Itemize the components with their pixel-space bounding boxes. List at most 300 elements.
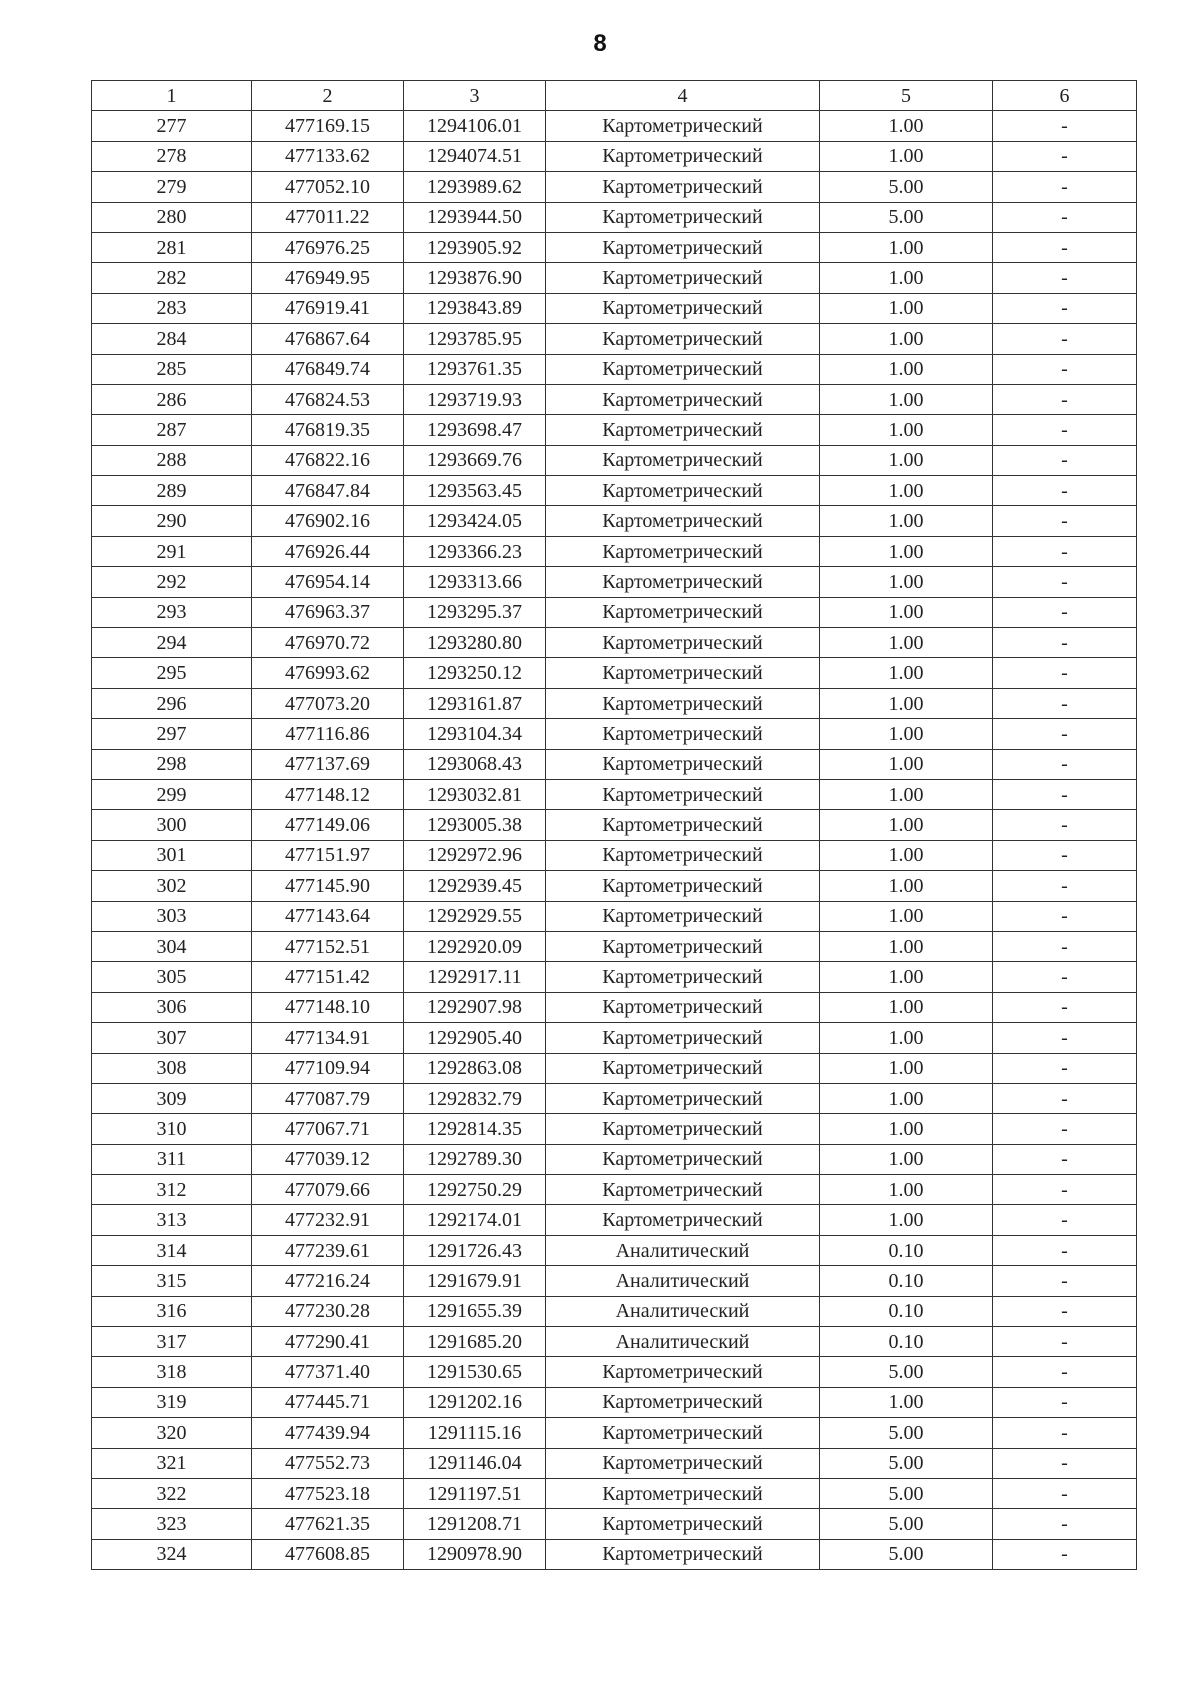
accuracy-cell: 1.00 [820, 1023, 993, 1053]
note-cell: - [993, 871, 1137, 901]
point-number-cell: 315 [92, 1266, 252, 1296]
y-coordinate-cell: 1292174.01 [404, 1205, 546, 1235]
table-row [92, 567, 1137, 597]
table-body [92, 111, 1137, 1570]
accuracy-cell: 1.00 [820, 688, 993, 718]
y-coordinate-cell: 1293280.80 [404, 628, 546, 658]
method-cell: Картометрический [546, 962, 820, 992]
note-cell: - [993, 810, 1137, 840]
accuracy-cell: 1.00 [820, 810, 993, 840]
table-row [92, 1418, 1137, 1448]
method-cell: Картометрический [546, 931, 820, 961]
accuracy-cell: 0.10 [820, 1327, 993, 1357]
note-cell: - [993, 293, 1137, 323]
y-coordinate-cell: 1293005.38 [404, 810, 546, 840]
table-row [92, 1296, 1137, 1326]
accuracy-cell: 1.00 [820, 536, 993, 566]
y-coordinate-cell: 1293785.95 [404, 324, 546, 354]
method-cell: Картометрический [546, 1023, 820, 1053]
x-coordinate-cell: 477608.85 [252, 1539, 404, 1569]
table-row [92, 1478, 1137, 1508]
table-row [92, 810, 1137, 840]
point-number-cell: 279 [92, 172, 252, 202]
accuracy-cell: 1.00 [820, 597, 993, 627]
point-number-cell: 297 [92, 719, 252, 749]
y-coordinate-cell: 1291726.43 [404, 1235, 546, 1265]
table-row [92, 658, 1137, 688]
note-cell: - [993, 901, 1137, 931]
note-cell: - [993, 1235, 1137, 1265]
point-number-cell: 288 [92, 445, 252, 475]
note-cell: - [993, 172, 1137, 202]
note-cell: - [993, 445, 1137, 475]
note-cell: - [993, 476, 1137, 506]
note-cell: - [993, 232, 1137, 262]
accuracy-cell: 5.00 [820, 202, 993, 232]
table-row [92, 1387, 1137, 1417]
note-cell: - [993, 1357, 1137, 1387]
accuracy-cell: 1.00 [820, 232, 993, 262]
x-coordinate-cell: 476970.72 [252, 628, 404, 658]
point-number-cell: 291 [92, 536, 252, 566]
x-coordinate-cell: 477149.06 [252, 810, 404, 840]
y-coordinate-cell: 1292929.55 [404, 901, 546, 931]
x-coordinate-cell: 476963.37 [252, 597, 404, 627]
point-number-cell: 302 [92, 871, 252, 901]
point-number-cell: 303 [92, 901, 252, 931]
point-number-cell: 293 [92, 597, 252, 627]
x-coordinate-cell: 477134.91 [252, 1023, 404, 1053]
x-coordinate-cell: 477116.86 [252, 719, 404, 749]
table-row [92, 324, 1137, 354]
note-cell: - [993, 749, 1137, 779]
accuracy-cell: 1.00 [820, 415, 993, 445]
y-coordinate-cell: 1292905.40 [404, 1023, 546, 1053]
coordinates-table [91, 80, 1137, 1570]
point-number-cell: 296 [92, 688, 252, 718]
accuracy-cell: 1.00 [820, 628, 993, 658]
point-number-cell: 278 [92, 141, 252, 171]
accuracy-cell: 5.00 [820, 1357, 993, 1387]
point-number-cell: 290 [92, 506, 252, 536]
accuracy-cell: 5.00 [820, 1448, 993, 1478]
accuracy-cell: 5.00 [820, 1418, 993, 1448]
y-coordinate-cell: 1291208.71 [404, 1509, 546, 1539]
table-row [92, 263, 1137, 293]
accuracy-cell: 1.00 [820, 1053, 993, 1083]
point-number-cell: 312 [92, 1175, 252, 1205]
x-coordinate-cell: 477439.94 [252, 1418, 404, 1448]
point-number-cell: 309 [92, 1083, 252, 1113]
method-cell: Картометрический [546, 1509, 820, 1539]
method-cell: Картометрический [546, 1083, 820, 1113]
x-coordinate-cell: 477151.97 [252, 840, 404, 870]
table-row [92, 111, 1137, 141]
table-row [92, 1509, 1137, 1539]
x-coordinate-cell: 477621.35 [252, 1509, 404, 1539]
method-cell: Картометрический [546, 324, 820, 354]
accuracy-cell: 1.00 [820, 354, 993, 384]
method-cell: Картометрический [546, 172, 820, 202]
note-cell: - [993, 324, 1137, 354]
method-cell: Картометрический [546, 384, 820, 414]
note-cell: - [993, 1296, 1137, 1326]
note-cell: - [993, 506, 1137, 536]
y-coordinate-cell: 1293424.05 [404, 506, 546, 536]
method-cell: Картометрический [546, 1205, 820, 1235]
method-cell: Картометрический [546, 597, 820, 627]
x-coordinate-cell: 477239.61 [252, 1235, 404, 1265]
method-cell: Картометрический [546, 111, 820, 141]
accuracy-cell: 1.00 [820, 840, 993, 870]
y-coordinate-cell: 1292863.08 [404, 1053, 546, 1083]
note-cell: - [993, 384, 1137, 414]
header-row [92, 81, 1137, 111]
y-coordinate-cell: 1292917.11 [404, 962, 546, 992]
method-cell: Картометрический [546, 1387, 820, 1417]
point-number-cell: 289 [92, 476, 252, 506]
y-coordinate-cell: 1294074.51 [404, 141, 546, 171]
accuracy-cell: 1.00 [820, 1114, 993, 1144]
method-cell: Картометрический [546, 840, 820, 870]
table-row [92, 141, 1137, 171]
x-coordinate-cell: 477230.28 [252, 1296, 404, 1326]
y-coordinate-cell: 1293250.12 [404, 658, 546, 688]
table-row [92, 1023, 1137, 1053]
note-cell: - [993, 1266, 1137, 1296]
accuracy-cell: 5.00 [820, 1509, 993, 1539]
y-coordinate-cell: 1292750.29 [404, 1175, 546, 1205]
y-coordinate-cell: 1292814.35 [404, 1114, 546, 1144]
note-cell: - [993, 779, 1137, 809]
method-cell: Картометрический [546, 232, 820, 262]
y-coordinate-cell: 1291679.91 [404, 1266, 546, 1296]
point-number-cell: 282 [92, 263, 252, 293]
method-cell: Картометрический [546, 1448, 820, 1478]
note-cell: - [993, 1114, 1137, 1144]
table-row [92, 1448, 1137, 1478]
accuracy-cell: 1.00 [820, 1387, 993, 1417]
table-row [92, 476, 1137, 506]
note-cell: - [993, 536, 1137, 566]
note-cell: - [993, 962, 1137, 992]
y-coordinate-cell: 1291146.04 [404, 1448, 546, 1478]
y-coordinate-cell: 1293366.23 [404, 536, 546, 566]
x-coordinate-cell: 477290.41 [252, 1327, 404, 1357]
note-cell: - [993, 840, 1137, 870]
column-header: 2 [252, 81, 404, 111]
note-cell: - [993, 1509, 1137, 1539]
accuracy-cell: 1.00 [820, 1205, 993, 1235]
accuracy-cell: 1.00 [820, 293, 993, 323]
method-cell: Картометрический [546, 354, 820, 384]
table-row [92, 1539, 1137, 1569]
x-coordinate-cell: 477216.24 [252, 1266, 404, 1296]
point-number-cell: 292 [92, 567, 252, 597]
table-row [92, 1083, 1137, 1113]
table-row [92, 931, 1137, 961]
note-cell: - [993, 202, 1137, 232]
table-row [92, 415, 1137, 445]
x-coordinate-cell: 477148.12 [252, 779, 404, 809]
method-cell: Картометрический [546, 1144, 820, 1174]
table-row [92, 536, 1137, 566]
note-cell: - [993, 111, 1137, 141]
column-header: 1 [92, 81, 252, 111]
y-coordinate-cell: 1291197.51 [404, 1478, 546, 1508]
x-coordinate-cell: 476902.16 [252, 506, 404, 536]
note-cell: - [993, 567, 1137, 597]
x-coordinate-cell: 477152.51 [252, 931, 404, 961]
table-row [92, 202, 1137, 232]
note-cell: - [993, 1023, 1137, 1053]
method-cell: Картометрический [546, 1539, 820, 1569]
x-coordinate-cell: 477109.94 [252, 1053, 404, 1083]
table-row [92, 1053, 1137, 1083]
column-header: 3 [404, 81, 546, 111]
method-cell: Картометрический [546, 779, 820, 809]
note-cell: - [993, 1448, 1137, 1478]
table-row [92, 871, 1137, 901]
point-number-cell: 321 [92, 1448, 252, 1478]
note-cell: - [993, 1083, 1137, 1113]
y-coordinate-cell: 1293068.43 [404, 749, 546, 779]
point-number-cell: 314 [92, 1235, 252, 1265]
note-cell: - [993, 931, 1137, 961]
x-coordinate-cell: 477232.91 [252, 1205, 404, 1235]
y-coordinate-cell: 1293944.50 [404, 202, 546, 232]
table-row [92, 628, 1137, 658]
x-coordinate-cell: 477169.15 [252, 111, 404, 141]
y-coordinate-cell: 1293989.62 [404, 172, 546, 202]
method-cell: Картометрический [546, 719, 820, 749]
x-coordinate-cell: 476919.41 [252, 293, 404, 323]
accuracy-cell: 1.00 [820, 1083, 993, 1113]
x-coordinate-cell: 476954.14 [252, 567, 404, 597]
point-number-cell: 301 [92, 840, 252, 870]
accuracy-cell: 1.00 [820, 1144, 993, 1174]
accuracy-cell: 1.00 [820, 567, 993, 597]
y-coordinate-cell: 1291115.16 [404, 1418, 546, 1448]
table-row [92, 1266, 1137, 1296]
y-coordinate-cell: 1293843.89 [404, 293, 546, 323]
y-coordinate-cell: 1293669.76 [404, 445, 546, 475]
x-coordinate-cell: 476926.44 [252, 536, 404, 566]
point-number-cell: 323 [92, 1509, 252, 1539]
table-row [92, 779, 1137, 809]
y-coordinate-cell: 1292832.79 [404, 1083, 546, 1113]
x-coordinate-cell: 477011.22 [252, 202, 404, 232]
method-cell: Картометрический [546, 567, 820, 597]
method-cell: Аналитический [546, 1327, 820, 1357]
y-coordinate-cell: 1291530.65 [404, 1357, 546, 1387]
method-cell: Картометрический [546, 658, 820, 688]
note-cell: - [993, 1387, 1137, 1417]
point-number-cell: 308 [92, 1053, 252, 1083]
method-cell: Картометрический [546, 992, 820, 1022]
column-header: 6 [993, 81, 1137, 111]
table-row [92, 597, 1137, 627]
y-coordinate-cell: 1293719.93 [404, 384, 546, 414]
method-cell: Картометрический [546, 445, 820, 475]
method-cell: Картометрический [546, 1478, 820, 1508]
point-number-cell: 299 [92, 779, 252, 809]
point-number-cell: 307 [92, 1023, 252, 1053]
method-cell: Картометрический [546, 1357, 820, 1387]
table-row [92, 384, 1137, 414]
table-row [92, 962, 1137, 992]
y-coordinate-cell: 1293905.92 [404, 232, 546, 262]
note-cell: - [993, 1478, 1137, 1508]
note-cell: - [993, 1144, 1137, 1174]
point-number-cell: 305 [92, 962, 252, 992]
note-cell: - [993, 719, 1137, 749]
point-number-cell: 311 [92, 1144, 252, 1174]
y-coordinate-cell: 1293313.66 [404, 567, 546, 597]
table-row [92, 992, 1137, 1022]
method-cell: Картометрический [546, 263, 820, 293]
y-coordinate-cell: 1293761.35 [404, 354, 546, 384]
accuracy-cell: 1.00 [820, 992, 993, 1022]
method-cell: Картометрический [546, 536, 820, 566]
method-cell: Картометрический [546, 688, 820, 718]
note-cell: - [993, 1175, 1137, 1205]
x-coordinate-cell: 477087.79 [252, 1083, 404, 1113]
table-row [92, 232, 1137, 262]
point-number-cell: 313 [92, 1205, 252, 1235]
table-row [92, 293, 1137, 323]
accuracy-cell: 1.00 [820, 749, 993, 779]
y-coordinate-cell: 1290978.90 [404, 1539, 546, 1569]
table-row [92, 506, 1137, 536]
y-coordinate-cell: 1293032.81 [404, 779, 546, 809]
x-coordinate-cell: 476847.84 [252, 476, 404, 506]
x-coordinate-cell: 476867.64 [252, 324, 404, 354]
note-cell: - [993, 141, 1137, 171]
y-coordinate-cell: 1291655.39 [404, 1296, 546, 1326]
method-cell: Картометрический [546, 202, 820, 232]
note-cell: - [993, 992, 1137, 1022]
point-number-cell: 286 [92, 384, 252, 414]
x-coordinate-cell: 477073.20 [252, 688, 404, 718]
accuracy-cell: 1.00 [820, 931, 993, 961]
accuracy-cell: 1.00 [820, 658, 993, 688]
point-number-cell: 283 [92, 293, 252, 323]
method-cell: Аналитический [546, 1296, 820, 1326]
x-coordinate-cell: 477552.73 [252, 1448, 404, 1478]
table-row [92, 840, 1137, 870]
accuracy-cell: 1.00 [820, 111, 993, 141]
accuracy-cell: 0.10 [820, 1235, 993, 1265]
point-number-cell: 317 [92, 1327, 252, 1357]
accuracy-cell: 5.00 [820, 1539, 993, 1569]
method-cell: Картометрический [546, 476, 820, 506]
accuracy-cell: 1.00 [820, 779, 993, 809]
y-coordinate-cell: 1291685.20 [404, 1327, 546, 1357]
x-coordinate-cell: 476824.53 [252, 384, 404, 414]
column-header: 4 [546, 81, 820, 111]
note-cell: - [993, 1327, 1137, 1357]
note-cell: - [993, 415, 1137, 445]
table-row [92, 1357, 1137, 1387]
method-cell: Картометрический [546, 415, 820, 445]
method-cell: Картометрический [546, 749, 820, 779]
x-coordinate-cell: 477079.66 [252, 1175, 404, 1205]
y-coordinate-cell: 1293295.37 [404, 597, 546, 627]
x-coordinate-cell: 476849.74 [252, 354, 404, 384]
table-row [92, 445, 1137, 475]
accuracy-cell: 1.00 [820, 719, 993, 749]
x-coordinate-cell: 476822.16 [252, 445, 404, 475]
accuracy-cell: 1.00 [820, 141, 993, 171]
note-cell: - [993, 628, 1137, 658]
x-coordinate-cell: 477145.90 [252, 871, 404, 901]
y-coordinate-cell: 1293698.47 [404, 415, 546, 445]
x-coordinate-cell: 477371.40 [252, 1357, 404, 1387]
table-row [92, 172, 1137, 202]
x-coordinate-cell: 476819.35 [252, 415, 404, 445]
method-cell: Аналитический [546, 1266, 820, 1296]
accuracy-cell: 1.00 [820, 871, 993, 901]
note-cell: - [993, 1205, 1137, 1235]
point-number-cell: 324 [92, 1539, 252, 1569]
y-coordinate-cell: 1293104.34 [404, 719, 546, 749]
point-number-cell: 319 [92, 1387, 252, 1417]
note-cell: - [993, 263, 1137, 293]
table-row [92, 1327, 1137, 1357]
method-cell: Картометрический [546, 871, 820, 901]
point-number-cell: 298 [92, 749, 252, 779]
accuracy-cell: 1.00 [820, 384, 993, 414]
note-cell: - [993, 688, 1137, 718]
point-number-cell: 306 [92, 992, 252, 1022]
x-coordinate-cell: 477143.64 [252, 901, 404, 931]
note-cell: - [993, 1539, 1137, 1569]
point-number-cell: 280 [92, 202, 252, 232]
table-row [92, 1144, 1137, 1174]
point-number-cell: 284 [92, 324, 252, 354]
x-coordinate-cell: 476976.25 [252, 232, 404, 262]
table-row [92, 354, 1137, 384]
note-cell: - [993, 1053, 1137, 1083]
accuracy-cell: 1.00 [820, 962, 993, 992]
accuracy-cell: 0.10 [820, 1266, 993, 1296]
table-header [92, 81, 1137, 111]
page-number: 8 [593, 30, 607, 57]
table-row [92, 1175, 1137, 1205]
x-coordinate-cell: 477067.71 [252, 1114, 404, 1144]
point-number-cell: 300 [92, 810, 252, 840]
accuracy-cell: 1.00 [820, 324, 993, 354]
method-cell: Картометрический [546, 1053, 820, 1083]
point-number-cell: 310 [92, 1114, 252, 1144]
y-coordinate-cell: 1292939.45 [404, 871, 546, 901]
method-cell: Картометрический [546, 506, 820, 536]
method-cell: Картометрический [546, 810, 820, 840]
x-coordinate-cell: 476993.62 [252, 658, 404, 688]
x-coordinate-cell: 477039.12 [252, 1144, 404, 1174]
method-cell: Картометрический [546, 141, 820, 171]
y-coordinate-cell: 1292972.96 [404, 840, 546, 870]
y-coordinate-cell: 1292789.30 [404, 1144, 546, 1174]
accuracy-cell: 1.00 [820, 263, 993, 293]
x-coordinate-cell: 477137.69 [252, 749, 404, 779]
method-cell: Картометрический [546, 628, 820, 658]
x-coordinate-cell: 477148.10 [252, 992, 404, 1022]
accuracy-cell: 0.10 [820, 1296, 993, 1326]
y-coordinate-cell: 1291202.16 [404, 1387, 546, 1417]
accuracy-cell: 1.00 [820, 506, 993, 536]
